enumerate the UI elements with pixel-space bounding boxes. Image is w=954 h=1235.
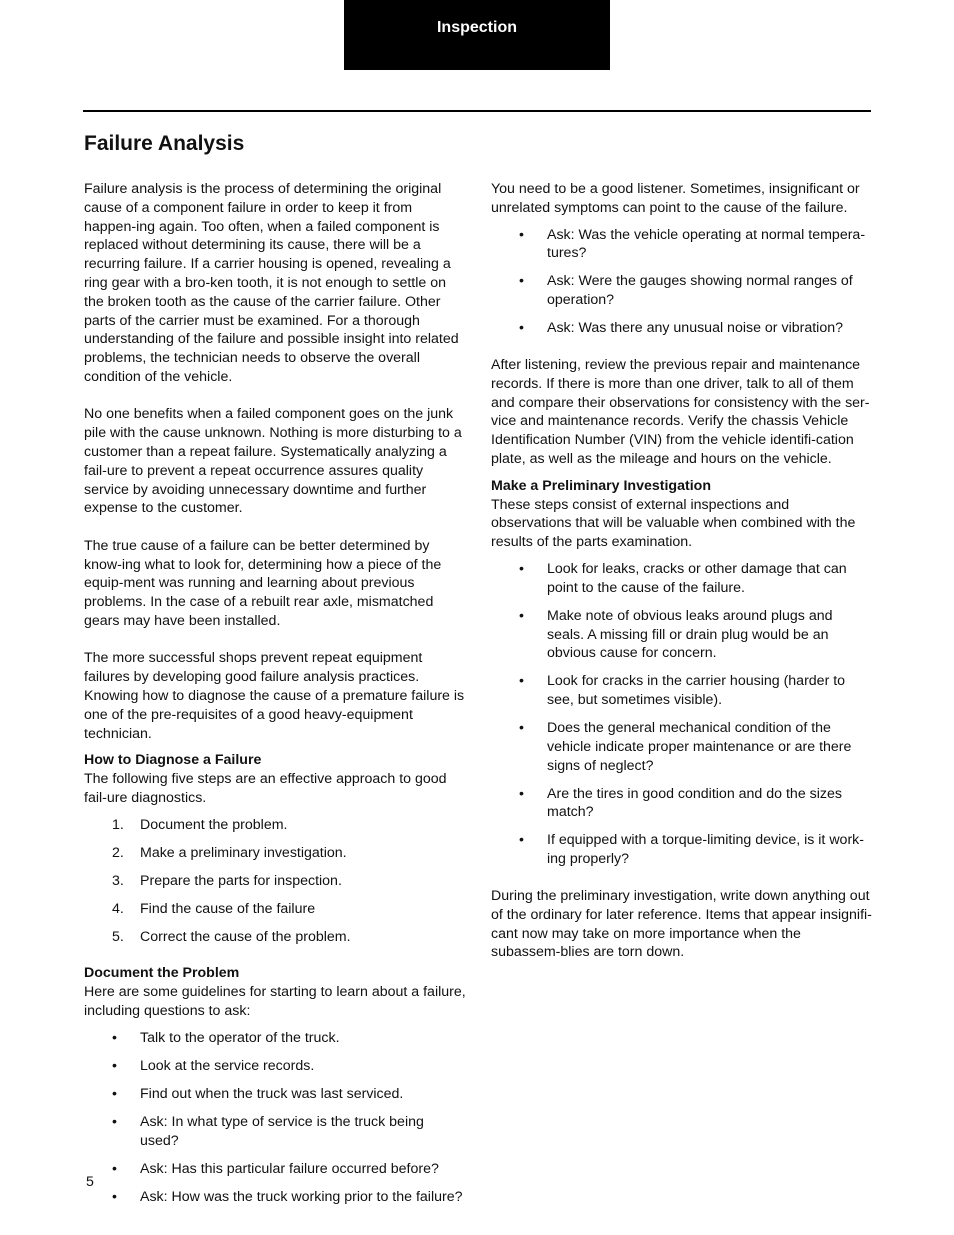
bullet-text: Talk to the operator of the truck. — [140, 1029, 340, 1046]
bullet-text: Look for cracks in the carrier housing (harder to see, but sometimes visible). — [547, 673, 846, 709]
paragraph: The true cause of a failure can be better determined by know-ing what to look for, determining how a piece of the equip-ment was running and learning about previous problems. In the case of a rebuilt rear axle, mismatched gears may have been installed. — [84, 537, 442, 629]
bullet: • — [519, 226, 524, 243]
bullet: • — [519, 673, 524, 690]
bullet-text: Ask: In what type of service is the truck being used? — [140, 1113, 424, 1149]
list-item — [491, 319, 873, 338]
bullet: • — [519, 832, 524, 849]
bullet: • — [112, 1057, 117, 1074]
list-item — [491, 719, 873, 775]
step-text: Prepare the parts for inspection. — [140, 872, 342, 889]
closing-paragraph: During the preliminary investigation, write down anything out of the ordinary for later reference. Items that appear insignifi-cant now may take on more importance when the subassem-blies are torn down. — [491, 888, 872, 961]
diagnose-heading: How to Diagnose a Failure — [84, 752, 262, 769]
list-item — [491, 560, 873, 598]
step-number: 1. — [112, 816, 124, 833]
list-item — [84, 1160, 466, 1179]
bullet: • — [519, 560, 524, 577]
bullet: • — [519, 720, 524, 737]
preliminary-intro: These steps consist of external inspections and observations that will be valuable when combined with the results of the parts examination. — [491, 496, 856, 551]
bullet-text: Make note of obvious leaks around plugs and seals. A missing fill or drain plug would be an obvious cause for concern. — [547, 607, 833, 662]
bullet: • — [112, 1113, 117, 1130]
step-text: Correct the cause of the problem. — [140, 928, 351, 945]
header-rule — [83, 110, 871, 112]
step-text: Find the cause of the failure — [140, 900, 316, 917]
section-tab — [344, 0, 610, 70]
diagnose-intro: The following five steps are an effective approach to good fail-ure diagnostics. — [84, 771, 447, 806]
step-number: 2. — [112, 844, 124, 861]
bullet: • — [112, 1029, 117, 1046]
list-item — [491, 831, 873, 869]
bullet: • — [519, 607, 524, 624]
bullet-text: Ask: How was the truck working prior to the failure? — [140, 1188, 463, 1205]
document-intro: Here are some guidelines for starting to learn about a failure, including questions to ask: — [84, 984, 466, 1020]
bullet: • — [519, 785, 524, 802]
bullet-text: Find out when the truck was last serviced. — [140, 1085, 404, 1102]
bullet-text: Look at the service records. — [140, 1057, 315, 1074]
step-number: 3. — [112, 872, 124, 889]
list-item — [491, 785, 873, 823]
step-text: Make a preliminary investigation. — [140, 844, 347, 861]
list-item — [491, 672, 873, 710]
preliminary-heading: Make a Preliminary Investigation — [491, 477, 711, 494]
list-item — [84, 1085, 466, 1104]
list-item — [84, 928, 466, 947]
list-item — [491, 607, 873, 663]
bullet: • — [112, 1085, 117, 1102]
list-item — [84, 872, 466, 891]
step-number: 4. — [112, 900, 124, 917]
bullet: • — [112, 1188, 117, 1205]
listener-bullets — [491, 226, 873, 338]
bullet-text: Ask: Has this particular failure occurred before? — [140, 1160, 439, 1177]
list-item — [84, 900, 466, 919]
list-item — [84, 1057, 466, 1076]
section-tab-label: Inspection — [436, 19, 517, 36]
after-listening-paragraph: After listening, review the previous repair and maintenance records. If there is more than one driver, talk to all of them and compare their observations for consistency with the ser-vice and maintenance records. Verify the chassis Vehicle Identification Number (VIN) from the vehicle identifi-cation plate, as well as the mileage and hours on the vehicle. — [491, 356, 870, 467]
bullet-text: Ask: Was there any unusual noise or vibration? — [547, 320, 843, 337]
diagnose-steps — [84, 816, 466, 947]
left-column — [84, 180, 466, 1224]
paragraph: The more successful shops prevent repeat equipment failures by developing good failure analysis practices. Knowing how to diagnose the cause of a premature failure is one of the pre-requisites of a good heavy-equipment technician. — [84, 650, 465, 742]
list-item — [84, 816, 466, 835]
document-heading: Document the Problem — [84, 965, 240, 982]
paragraph: Failure analysis is the process of determining the original cause of a component failure in order to keep it from happen-ing again. Too often, when a failed component is replaced without determining its cause, there will be a recurring failure. If a carrier housing is opened, revealing a ring gear with a bro-ken tooth, it is not enough to settle on the broken tooth as the cause of the carrier failure. Other parts of the carrier must be examined. For a thorough understanding of the failure and possible insight into related problems, the technician needs to observe the overall condition of the vehicle. — [84, 181, 459, 385]
step-text: Document the problem. — [140, 816, 288, 833]
listener-intro: You need to be a good listener. Sometimes, insignificant or unrelated symptoms can point to the cause of the failure. — [491, 181, 860, 216]
preliminary-bullets — [491, 560, 873, 869]
bullet-text: Look for leaks, cracks or other damage that can point to the cause of the failure. — [547, 560, 847, 596]
paragraph: No one benefits when a failed component goes on the junk pile with the cause unknown. Nothing is more disturbing to a customer than a repeat failure. Systematically analyzing a fail-ure to prevent a repeat occurrence assures quality service by avoiding unnecessary downtime and further expense to the customer. — [84, 406, 462, 517]
bullet-text: If equipped with a torque-limiting device, is it work-ing properly? — [547, 832, 864, 868]
list-item — [491, 226, 873, 264]
list-item — [84, 844, 466, 863]
right-column — [491, 180, 873, 981]
bullet: • — [519, 273, 524, 290]
page-number: 5 — [86, 1174, 94, 1190]
list-item — [84, 1188, 466, 1207]
step-number: 5. — [112, 928, 124, 945]
bullet-text: Does the general mechanical condition of the vehicle indicate proper maintenance or are there signs of neglect? — [547, 720, 852, 774]
bullet: • — [519, 320, 524, 337]
document-bullets — [84, 1029, 466, 1207]
bullet-text: Are the tires in good condition and do the sizes match? — [547, 785, 842, 821]
page-title: Failure Analysis — [84, 132, 245, 155]
list-item — [84, 1029, 466, 1048]
bullet-text: Ask: Was the vehicle operating at normal tempera-tures? — [547, 226, 866, 262]
bullet: • — [112, 1160, 117, 1177]
list-item — [84, 1113, 466, 1151]
list-item — [491, 272, 873, 310]
bullet-text: Ask: Were the gauges showing normal ranges of operation? — [547, 273, 853, 309]
